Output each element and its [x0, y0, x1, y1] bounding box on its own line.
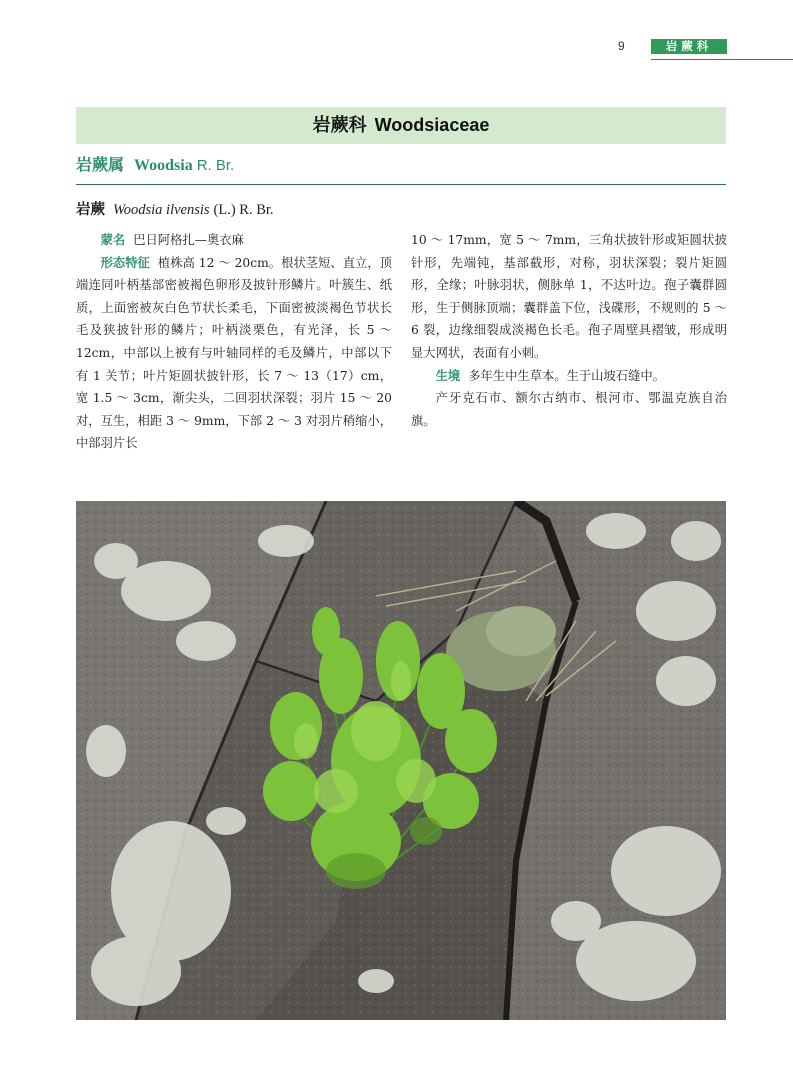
family-name-cn: 岩蕨科: [312, 115, 367, 136]
header-rule: [651, 59, 793, 60]
species-author: (L.) R. Br.: [213, 202, 274, 218]
text-column-right: [411, 229, 727, 432]
genus-name-cn: 岩蕨属: [76, 155, 125, 174]
chapter-tag: 岩蕨科: [651, 39, 727, 54]
distribution-paragraph: [411, 387, 727, 432]
habitat-paragraph: [411, 365, 727, 388]
habitat-label: 生境: [435, 367, 461, 383]
text-column-left: [76, 229, 392, 455]
species-name-cn: 岩蕨: [76, 201, 105, 218]
species-heading: [76, 200, 274, 220]
morphology-text-part1: 植株高 12 ～ 20cm。根状茎短、直立，顶端连同叶柄基部密被褐色卵形及披针形鳞片。叶簇生、纸质，上面密被灰白色节状长柔毛，下面密被淡褐色节状长毛及狭披针形的鳞片；叶柄淡栗色，有光泽，长 5 ～ 12cm，中部以上被有与叶轴同样的毛及鳞片，中部以下有 1 关节；叶片矩圆状披针形，长 7 ～ 13（17）cm，宽 1.5 ～ 3cm，渐尖头，二回羽状深裂；羽片 15 ～ 20 对，互生，相距 3 ～ 9mm，下部 2 ～ 3 对羽片稍缩小，中部羽片长: [76, 255, 392, 451]
distribution-text: 产牙克石市、额尔古纳市、根河市、鄂温克族自治旗。: [411, 391, 727, 428]
mongolian-name-text: 巴日阿格扎—奥衣麻: [133, 233, 244, 247]
page-number: 9: [618, 39, 625, 53]
morphology-text-part2: 10 ～ 17mm，宽 5 ～ 7mm，三角状披针形或矩圆状披针形，先端钝，基部截形，对称，羽状深裂；裂片矩圆形，全缘；叶脉羽状，侧脉单 1，不达叶边。孢子囊群圆形，生于侧脉顶端；囊群盖下位，浅碟形，不规则的 5 ～ 6 裂，边缘细裂成淡褐色长毛。孢子周壁具褶皱，形成明显大网状，表面有小刺。: [411, 233, 727, 360]
genus-name-latin: Woodsia: [134, 157, 193, 174]
mongolian-name-label: 蒙名: [100, 232, 126, 247]
family-name-latin: Woodsiaceae: [374, 115, 490, 135]
species-name-latin: Woodsia ilvensis: [113, 202, 210, 218]
fern-photograph: [76, 501, 726, 1020]
morphology-label: 形态特征: [100, 254, 150, 270]
family-heading: [76, 107, 726, 144]
genus-author: R. Br.: [196, 157, 235, 174]
habitat-text: 多年生中生草本。生于山坡石缝中。: [468, 368, 665, 383]
running-header: [608, 37, 793, 63]
genus-heading: [76, 150, 726, 185]
morphology-paragraph: [76, 252, 392, 455]
morphology-continued-paragraph: [411, 229, 727, 365]
mongolian-name-paragraph: [76, 229, 392, 252]
